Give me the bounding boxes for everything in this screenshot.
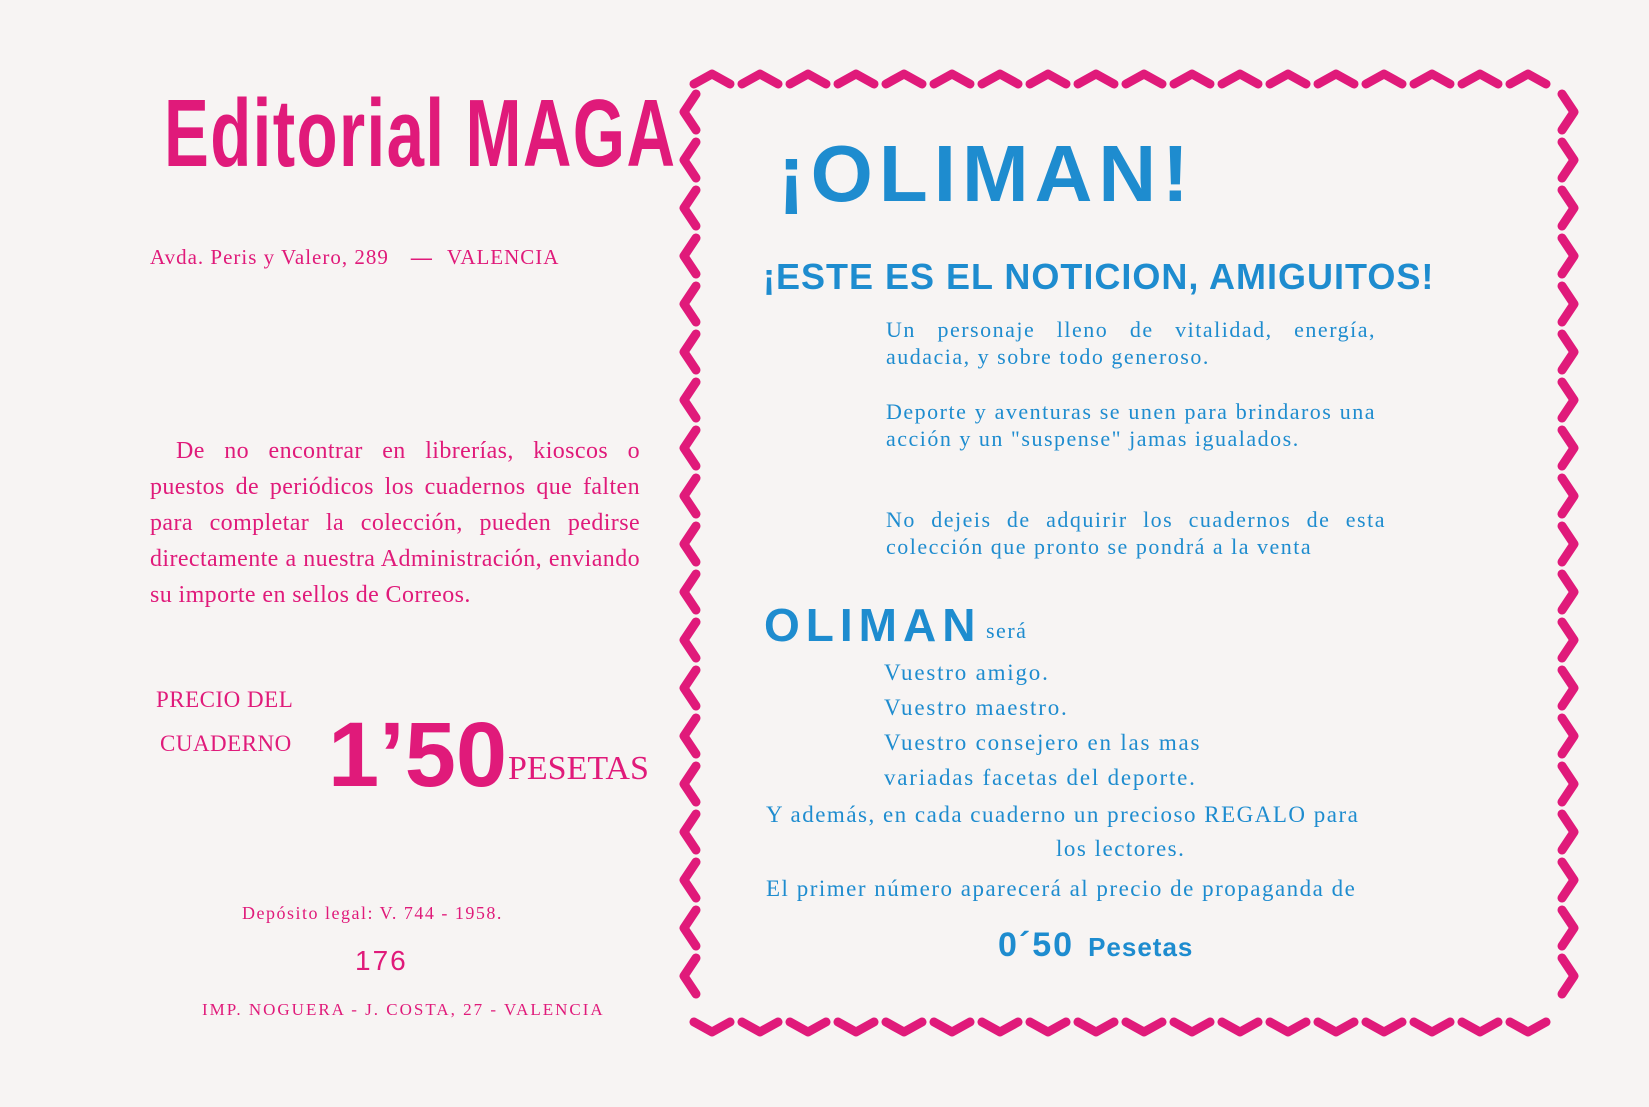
border-chevron bbox=[934, 74, 970, 84]
border-chevron bbox=[1270, 74, 1306, 84]
border-chevron bbox=[934, 1022, 970, 1032]
border-chevron bbox=[1562, 766, 1574, 802]
promo-price bbox=[998, 926, 1193, 965]
promo-price-amount: 0´50 bbox=[998, 926, 1075, 964]
price-amount: 1’50 bbox=[328, 704, 508, 806]
border-chevron bbox=[1562, 94, 1574, 130]
border-chevron bbox=[1126, 74, 1162, 84]
quality-item: variadas facetas del deporte. bbox=[884, 765, 1197, 790]
border-chevron bbox=[684, 526, 696, 562]
border-chevron bbox=[1562, 814, 1574, 850]
border-chevron bbox=[1318, 1022, 1354, 1032]
border-chevron bbox=[1562, 334, 1574, 370]
border-chevron bbox=[684, 94, 696, 130]
border-chevron bbox=[1078, 74, 1114, 84]
publisher-address bbox=[150, 245, 650, 270]
border-chevron bbox=[1462, 74, 1498, 84]
price-label-line2: CUADERNO bbox=[160, 731, 292, 756]
address-separator: — bbox=[410, 245, 433, 269]
price-unit: PESETAS bbox=[508, 750, 649, 787]
border-chevron bbox=[790, 1022, 826, 1032]
border-chevron bbox=[684, 334, 696, 370]
border-chevron bbox=[1562, 910, 1574, 946]
paragraph-collection: No dejeis de adquirir los cuadernos de esta colección que pronto se pondrá a la venta bbox=[886, 507, 1386, 559]
border-chevron bbox=[684, 622, 696, 658]
legal-deposit: Depósito legal: V. 744 - 1958. bbox=[242, 903, 503, 923]
border-chevron bbox=[684, 718, 696, 754]
quality-item: Vuestro amigo. bbox=[884, 660, 1050, 685]
border-chevron bbox=[684, 142, 696, 178]
border-chevron bbox=[1366, 74, 1402, 84]
border-chevron bbox=[1078, 1022, 1114, 1032]
border-chevron bbox=[790, 74, 826, 84]
headline: ¡OLIMAN! bbox=[778, 129, 1195, 218]
border-chevron bbox=[1510, 74, 1546, 84]
border-chevron bbox=[684, 430, 696, 466]
border-chevron bbox=[1126, 1022, 1162, 1032]
border-chevron bbox=[684, 382, 696, 418]
border-chevron bbox=[1562, 238, 1574, 274]
border-chevron bbox=[1174, 1022, 1210, 1032]
border-chevron bbox=[1462, 1022, 1498, 1032]
border-chevron bbox=[1562, 574, 1574, 610]
quality-item: Vuestro consejero en las mas bbox=[884, 730, 1202, 755]
border-chevron bbox=[684, 814, 696, 850]
border-chevron bbox=[982, 74, 1018, 84]
address-street: Avda. Peris y Valero, 289 bbox=[150, 245, 389, 269]
border-chevron bbox=[694, 1022, 730, 1032]
border-chevron bbox=[1562, 622, 1574, 658]
printer-imprint: IMP. NOGUERA - J. COSTA, 27 - VALENCIA bbox=[202, 1000, 605, 1019]
oliman-announcement-panel bbox=[668, 58, 1590, 1048]
border-chevron bbox=[684, 670, 696, 706]
border-chevron bbox=[1414, 74, 1450, 84]
border-chevron bbox=[1222, 1022, 1258, 1032]
publisher-column bbox=[150, 55, 677, 1055]
ordering-notice: De no encontrar en librerías, kioscos o puestos de periódicos los cuadernos que falten para completar la colección, pueden pedirse directamente a nuestra Administración, enviando su importe en sellos de Correos. bbox=[150, 438, 640, 608]
border-chevron bbox=[684, 286, 696, 322]
border-chevron bbox=[1030, 74, 1066, 84]
border-chevron bbox=[1562, 142, 1574, 178]
border-chevron bbox=[684, 910, 696, 946]
border-chevron bbox=[1030, 1022, 1066, 1032]
paragraph-adventure: Deporte y aventuras se unen para brindaros una acción y un "suspense" jamas igualados. bbox=[886, 399, 1376, 451]
border-chevron bbox=[1562, 526, 1574, 562]
oliman-name: OLIMAN bbox=[764, 599, 982, 651]
price-label-line1: PRECIO DEL bbox=[156, 687, 294, 712]
publisher-logo: Editorial MAGA bbox=[164, 80, 677, 187]
border-chevron bbox=[886, 74, 922, 84]
subheadline: ¡ESTE ES EL NOTICION, AMIGUITOS! bbox=[763, 256, 1435, 297]
border-chevron bbox=[1222, 74, 1258, 84]
border-chevron bbox=[1366, 1022, 1402, 1032]
border-chevron bbox=[1562, 430, 1574, 466]
border-chevron bbox=[1270, 1022, 1306, 1032]
gift-line-2: los lectores. bbox=[1056, 836, 1186, 861]
border-chevron bbox=[1510, 1022, 1546, 1032]
border-chevron bbox=[684, 958, 696, 994]
border-chevron bbox=[742, 74, 778, 84]
border-chevron bbox=[838, 1022, 874, 1032]
border-chevron bbox=[838, 74, 874, 84]
first-issue-line: El primer número aparecerá al precio de propaganda de bbox=[766, 876, 1357, 901]
address-city: VALENCIA bbox=[446, 245, 560, 269]
border-chevron bbox=[1562, 382, 1574, 418]
border-chevron bbox=[886, 1022, 922, 1032]
sera-label: será bbox=[986, 618, 1028, 643]
border-chevron bbox=[982, 1022, 1018, 1032]
border-chevron bbox=[1174, 74, 1210, 84]
paragraph-character: Un personaje lleno de vitalidad, energía, audacia, y sobre todo generoso. bbox=[886, 317, 1376, 369]
border-chevron bbox=[694, 74, 730, 84]
border-chevron bbox=[684, 190, 696, 226]
border-chevron bbox=[684, 478, 696, 514]
border-chevron bbox=[1562, 718, 1574, 754]
border-chevron bbox=[1562, 190, 1574, 226]
border-chevron bbox=[742, 1022, 778, 1032]
border-chevron bbox=[1562, 670, 1574, 706]
border-chevron bbox=[1562, 286, 1574, 322]
border-chevron bbox=[1562, 478, 1574, 514]
border-chevron bbox=[684, 862, 696, 898]
border-chevron bbox=[1318, 74, 1354, 84]
quality-item: Vuestro maestro. bbox=[884, 695, 1069, 720]
border-chevron bbox=[1562, 958, 1574, 994]
gift-line-1: Y además, en cada cuaderno un precioso REGALO para bbox=[766, 802, 1360, 827]
border-chevron bbox=[1562, 862, 1574, 898]
border-chevron bbox=[684, 766, 696, 802]
border-chevron bbox=[684, 574, 696, 610]
promo-price-unit: Pesetas bbox=[1088, 932, 1194, 962]
page-number: 176 bbox=[355, 945, 408, 976]
border-chevron bbox=[684, 238, 696, 274]
border-chevron bbox=[1414, 1022, 1450, 1032]
